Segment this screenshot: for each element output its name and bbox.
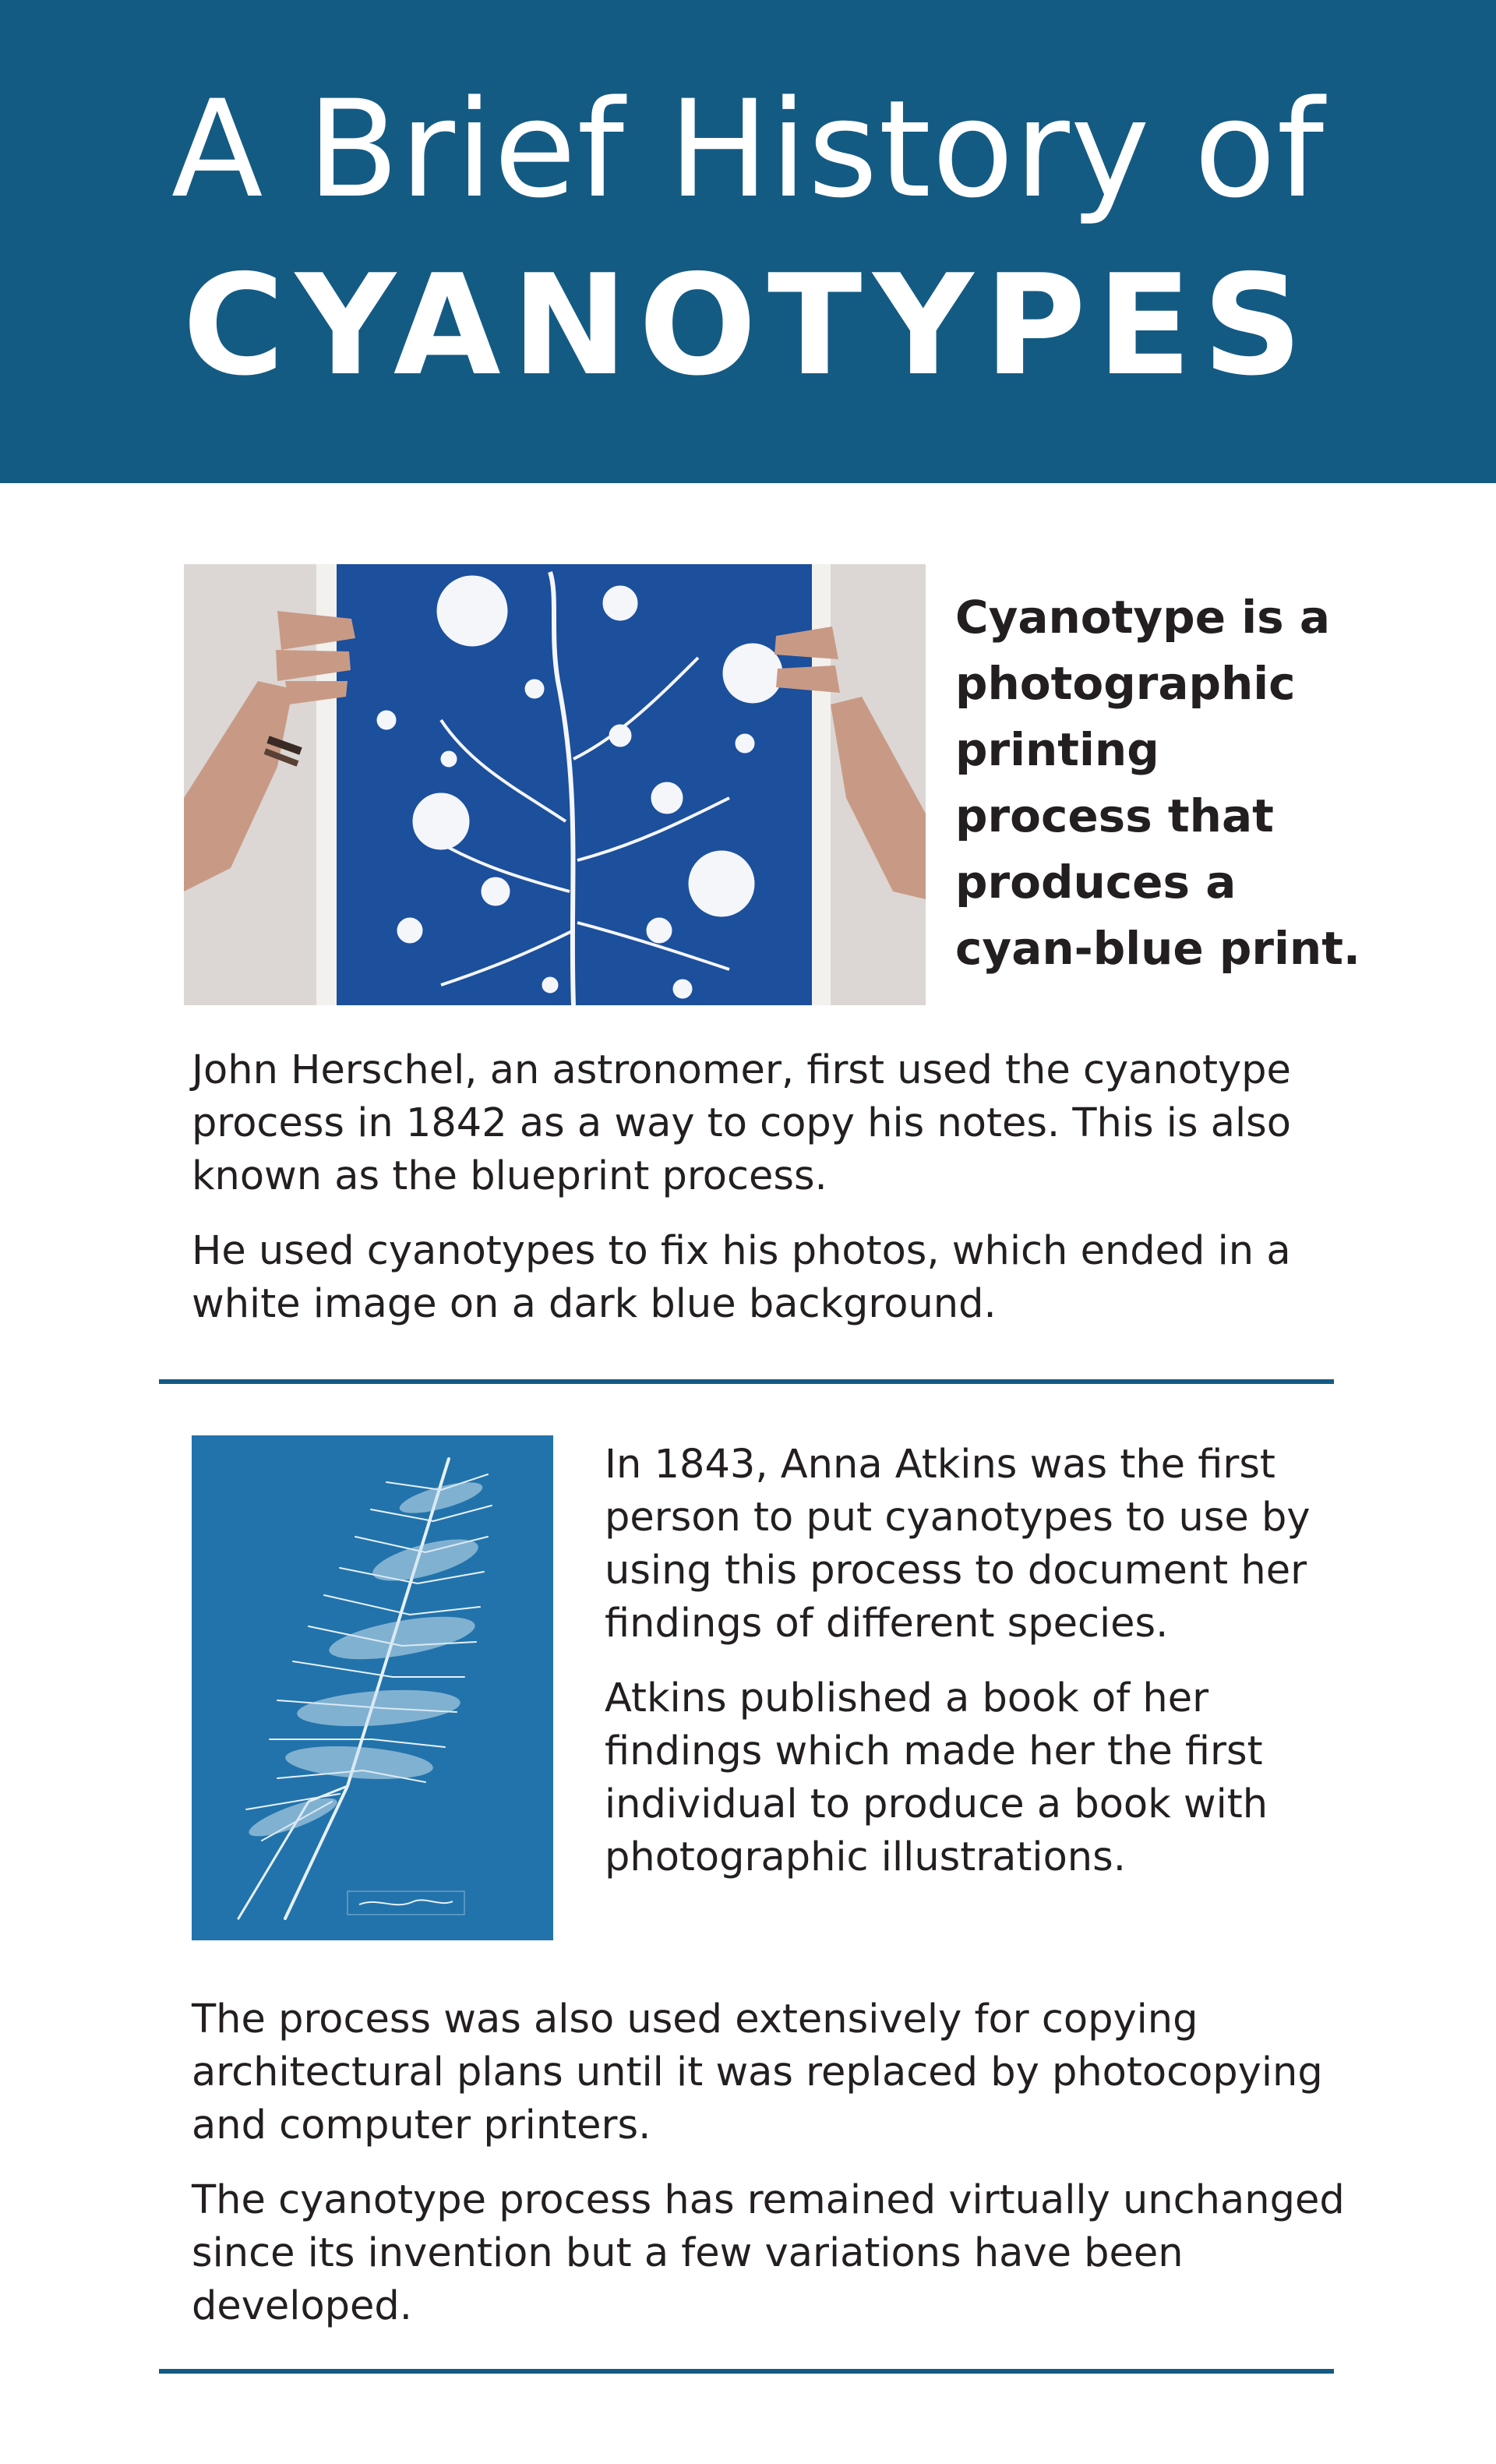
section-divider [159,1379,1334,1384]
atkins-book-paragraph: Atkins published a book of her findings which made her the first individual to produce a book with photographic illustrations. [605,1675,1268,1880]
title-line-2: CYANOTYPES [182,245,1314,406]
title-line-1: A Brief History of [171,71,1325,228]
herschel-fix-paragraph: He used cyanotypes to fix his photos, which ended in a white image on a dark blue background. [192,1228,1291,1327]
header-banner [0,0,1496,483]
fern-cyanotype-photo [192,1435,553,1940]
atkins-paragraph: In 1843, Anna Atkins was the first person to put cyanotypes to use by using this process to document her findings of different species. [605,1442,1311,1647]
cyanotype-print-photo [184,564,926,1005]
architectural-plans-paragraph: The process was also used extensively for copying architectural plans until it was replaced by photocopying and computer printers. [192,1996,1323,2148]
process-unchanged-paragraph: The cyanotype process has remained virtually unchanged since its invention but a few variations have been developed. [192,2177,1345,2329]
intro-statement: Cyanotype is a photographic printing process that produces a cyan-blue print. [955,591,1360,975]
bottom-divider [159,2369,1334,2374]
herschel-paragraph: John Herschel, an astronomer, first used the cyanotype process in 1842 as a way to copy his notes. This is also known as the blueprint process. [192,1047,1291,1199]
